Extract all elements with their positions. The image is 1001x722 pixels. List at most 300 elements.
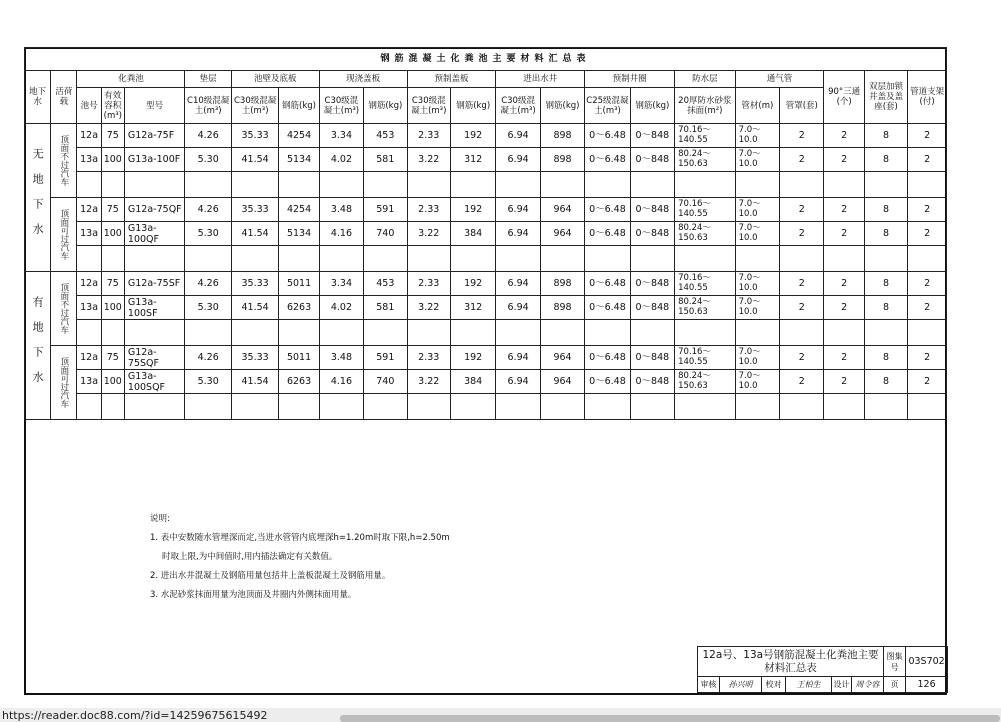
table-row <box>25 222 947 246</box>
table-cell <box>319 246 363 272</box>
atlas-label: 图集号 <box>884 647 906 677</box>
table-cell: 6.94 <box>496 272 540 296</box>
header-precast-steel: 钢筋(kg) <box>450 88 495 124</box>
table-cell <box>864 320 907 346</box>
table-cell: 8 <box>864 346 907 370</box>
table-cell: 6.94 <box>496 346 540 370</box>
table-cell: 2 <box>824 272 864 296</box>
load-label: 顶面不过汽车 <box>51 272 77 346</box>
table-cell: 2.33 <box>407 346 450 370</box>
table-cell: 7.0～10.0 <box>735 370 779 394</box>
table-cell: 192 <box>450 198 495 222</box>
table-cell: 12a <box>77 198 101 222</box>
header-walls-concrete: C30级混凝土(m³) <box>231 88 278 124</box>
table-cell: 964 <box>540 222 584 246</box>
table-cell: 3.22 <box>407 296 450 320</box>
table-cell: G13a-100SF <box>124 296 185 320</box>
table-cell <box>496 246 540 272</box>
header-cast-concrete: C30级混凝土(m³) <box>319 88 363 124</box>
table-cell: 2 <box>824 222 864 246</box>
table-cell <box>450 246 495 272</box>
table-cell: 5134 <box>279 148 319 172</box>
table-cell: 12a <box>77 272 101 296</box>
table-cell: 41.54 <box>231 222 278 246</box>
table-cell: G12a-75SQF <box>124 346 185 370</box>
table-cell <box>540 394 584 420</box>
table-cell <box>450 320 495 346</box>
table-cell: 591 <box>364 346 407 370</box>
table-cell: 35.33 <box>231 272 278 296</box>
table-cell: 964 <box>540 370 584 394</box>
table-cell <box>496 320 540 346</box>
table-cell: 2 <box>908 124 947 148</box>
table-cell: 2 <box>908 222 947 246</box>
table-cell: 5011 <box>279 272 319 296</box>
table-cell <box>675 246 736 272</box>
table-cell: 0～848 <box>630 370 674 394</box>
table-cell <box>540 172 584 198</box>
table-cell: 4254 <box>279 124 319 148</box>
header-waterproof: 防水层 <box>675 71 736 88</box>
table-cell <box>101 172 124 198</box>
table-cell: 2 <box>824 124 864 148</box>
table-cell: 8 <box>864 148 907 172</box>
table-cell: 7.0～10.0 <box>735 124 779 148</box>
table-cell: 192 <box>450 346 495 370</box>
table-cell <box>77 172 101 198</box>
table-row <box>25 346 947 370</box>
table-cell: 5.30 <box>185 370 231 394</box>
header-precast-concrete: C30级混凝土(m³) <box>407 88 450 124</box>
table-cell <box>735 320 779 346</box>
table-cell <box>101 246 124 272</box>
header-ring-concrete: C25级混凝土(m³) <box>585 88 630 124</box>
status-url: https://reader.doc88.com/?id=14259675615492 <box>2 709 268 722</box>
table-cell: 0～6.48 <box>585 148 630 172</box>
table-cell <box>101 394 124 420</box>
table-cell: G12a-75F <box>124 124 185 148</box>
table-cell: 13a <box>77 296 101 320</box>
header-cover: 双层加锁井盖及盖座(套) <box>864 71 907 124</box>
table-cell: 80.24～150.63 <box>675 370 736 394</box>
title-block <box>697 646 948 693</box>
table-cell: 581 <box>364 148 407 172</box>
header-septic-tank: 化粪池 <box>77 71 185 88</box>
header-waterproof-sub: 20厚防水砂浆抹面(m²) <box>675 88 736 124</box>
table-cell <box>908 320 947 346</box>
load-label: 顶面可过汽车 <box>51 346 77 420</box>
header-model: 型号 <box>124 88 185 124</box>
table-cell: 4.16 <box>319 222 363 246</box>
table-cell: 13a <box>77 148 101 172</box>
table-cell: 2.33 <box>407 198 450 222</box>
check-label: 校对 <box>762 677 786 693</box>
table-cell <box>124 246 185 272</box>
table-cell: 35.33 <box>231 198 278 222</box>
table-cell <box>364 246 407 272</box>
table-cell: 3.22 <box>407 222 450 246</box>
page-label: 页 <box>884 677 906 693</box>
table-cell: 2 <box>824 346 864 370</box>
table-cell <box>780 394 824 420</box>
table-cell: 6.94 <box>496 148 540 172</box>
table-cell: 75 <box>101 346 124 370</box>
table-cell <box>101 320 124 346</box>
groundwater-label: 无地下水 <box>25 124 51 272</box>
table-cell <box>450 172 495 198</box>
table-cell: 5.30 <box>185 148 231 172</box>
note-3: 3. 水泥砂浆抹面用量为池顶面及井圈内外侧抹面用量。 <box>150 590 357 600</box>
table-cell: 70.16～140.55 <box>675 272 736 296</box>
materials-summary-table <box>24 47 947 420</box>
table-cell <box>585 394 630 420</box>
table-cell: 6.94 <box>496 370 540 394</box>
header-inlet-concrete: C30级混凝土(m³) <box>496 88 540 124</box>
header-walls-steel: 钢筋(kg) <box>279 88 319 124</box>
table-cell: 100 <box>101 148 124 172</box>
table-cell: G13a-100SQF <box>124 370 185 394</box>
table-cell <box>124 172 185 198</box>
header-tank-no: 池号 <box>77 88 101 124</box>
table-cell: 0～848 <box>630 198 674 222</box>
table-cell: 2 <box>908 272 947 296</box>
table-cell: 4.02 <box>319 296 363 320</box>
table-cell <box>908 394 947 420</box>
page-number: 126 <box>906 677 948 693</box>
header-pipe: 管材(m) <box>735 88 779 124</box>
table-cell <box>864 394 907 420</box>
table-cell: 6.94 <box>496 222 540 246</box>
table-cell: G13a-100F <box>124 148 185 172</box>
table-cell <box>675 320 736 346</box>
table-cell: 8 <box>864 198 907 222</box>
table-cell: 0～6.48 <box>585 272 630 296</box>
table-cell <box>185 320 231 346</box>
table-cell: 0～848 <box>630 124 674 148</box>
header-cap: 管罩(套) <box>780 88 824 124</box>
table-cell <box>185 246 231 272</box>
table-cell <box>319 172 363 198</box>
table-cell: 0～848 <box>630 148 674 172</box>
table-cell: 0～6.48 <box>585 370 630 394</box>
table-cell: 0～6.48 <box>585 296 630 320</box>
table-cell: 2 <box>908 370 947 394</box>
table-cell: 3.34 <box>319 272 363 296</box>
table-cell: 7.0～10.0 <box>735 346 779 370</box>
table-cell <box>585 172 630 198</box>
table-cell: 3.34 <box>319 124 363 148</box>
table-cell: 8 <box>864 296 907 320</box>
table-cell: 80.24～150.63 <box>675 296 736 320</box>
table-cell: 2 <box>824 148 864 172</box>
table-cell: 2 <box>780 370 824 394</box>
table-row-blank <box>25 246 947 272</box>
table-cell: 591 <box>364 198 407 222</box>
table-cell: 70.16～140.55 <box>675 124 736 148</box>
table-cell <box>77 246 101 272</box>
table-cell: 100 <box>101 370 124 394</box>
table-cell <box>185 172 231 198</box>
table-cell <box>364 320 407 346</box>
table-cell: 8 <box>864 124 907 148</box>
table-cell: 312 <box>450 296 495 320</box>
table-cell: 4.26 <box>185 346 231 370</box>
table-cell: G13a-100QF <box>124 222 185 246</box>
table-cell: 6.94 <box>496 296 540 320</box>
table-cell: 0～6.48 <box>585 222 630 246</box>
table-cell: 12a <box>77 346 101 370</box>
table-cell: G12a-75SF <box>124 272 185 296</box>
table-cell <box>231 246 278 272</box>
table-cell <box>407 172 450 198</box>
table-cell: 964 <box>540 346 584 370</box>
table-cell: 2 <box>908 198 947 222</box>
table-cell: 80.24～150.63 <box>675 148 736 172</box>
note-1-cont: 时取上限,为中间值时,用内插法确定有关数值。 <box>162 552 338 562</box>
table-cell <box>735 246 779 272</box>
table-cell: 453 <box>364 272 407 296</box>
table-cell <box>364 172 407 198</box>
table-cell <box>279 172 319 198</box>
table-cell: 192 <box>450 124 495 148</box>
table-row <box>25 148 947 172</box>
table-cell: 6263 <box>279 296 319 320</box>
table-cell: 2 <box>780 346 824 370</box>
table-cell: 100 <box>101 296 124 320</box>
table-cell: 35.33 <box>231 346 278 370</box>
notes <box>150 510 450 605</box>
table-cell <box>824 320 864 346</box>
table-cell <box>540 246 584 272</box>
table-cell: 4254 <box>279 198 319 222</box>
atlas-number: 03S702 <box>906 647 948 677</box>
table-cell <box>780 320 824 346</box>
table-cell <box>77 320 101 346</box>
header-ring: 预制井圈 <box>585 71 675 88</box>
table-cell <box>864 246 907 272</box>
table-cell <box>675 172 736 198</box>
table-cell: 8 <box>864 222 907 246</box>
table-cell <box>364 394 407 420</box>
load-label: 顶面可过汽车 <box>51 198 77 272</box>
table-cell: 2 <box>780 148 824 172</box>
table-cell <box>824 394 864 420</box>
table-cell: 581 <box>364 296 407 320</box>
table-cell <box>124 394 185 420</box>
table-cell: 75 <box>101 272 124 296</box>
table-cell <box>630 246 674 272</box>
table-cell <box>231 320 278 346</box>
header-cast-cover: 现浇盖板 <box>319 71 407 88</box>
table-cell <box>407 246 450 272</box>
design-label: 设计 <box>832 677 852 693</box>
table-cell: 2 <box>908 346 947 370</box>
header-cushion-concrete: C10级混凝土(m³) <box>185 88 231 124</box>
table-cell: 70.16～140.55 <box>675 198 736 222</box>
table-cell: 898 <box>540 148 584 172</box>
table-cell: 2 <box>780 198 824 222</box>
header-inlet-well: 进出水井 <box>496 71 585 88</box>
table-cell: 6.94 <box>496 124 540 148</box>
table-cell: 2 <box>908 148 947 172</box>
table-cell: 4.02 <box>319 148 363 172</box>
table-cell <box>407 320 450 346</box>
table-cell: 41.54 <box>231 148 278 172</box>
drawing-title: 12a号、13a号钢筋混凝土化粪池主要材料汇总表 <box>698 647 884 677</box>
header-precast-cover: 预制盖板 <box>407 71 496 88</box>
table-cell <box>908 172 947 198</box>
table-cell <box>540 320 584 346</box>
groundwater-label: 有地下水 <box>25 272 51 420</box>
header-walls: 池壁及底板 <box>231 71 319 88</box>
notes-heading: 说明: <box>150 514 170 524</box>
table-cell: 7.0～10.0 <box>735 222 779 246</box>
table-cell: 2 <box>780 296 824 320</box>
header-ring-steel: 钢筋(kg) <box>630 88 674 124</box>
table-cell: 75 <box>101 124 124 148</box>
table-cell: 384 <box>450 370 495 394</box>
table-cell: G12a-75QF <box>124 198 185 222</box>
table-row-blank <box>25 172 947 198</box>
table-cell: 5.30 <box>185 296 231 320</box>
table-cell: 4.26 <box>185 124 231 148</box>
table-cell: 7.0～10.0 <box>735 148 779 172</box>
table-cell: 3.48 <box>319 346 363 370</box>
table-row <box>25 198 947 222</box>
table-cell: 0～6.48 <box>585 124 630 148</box>
load-label: 顶面不过汽车 <box>51 124 77 198</box>
table-cell: 41.54 <box>231 370 278 394</box>
table-cell: 3.22 <box>407 370 450 394</box>
table-cell: 2 <box>780 272 824 296</box>
table-cell: 2.33 <box>407 124 450 148</box>
table-cell: 75 <box>101 198 124 222</box>
table-cell: 13a <box>77 222 101 246</box>
table-cell <box>450 394 495 420</box>
table-cell: 7.0～10.0 <box>735 296 779 320</box>
table-row <box>25 272 947 296</box>
table-cell <box>77 394 101 420</box>
table-cell: 740 <box>364 370 407 394</box>
table-cell: 5134 <box>279 222 319 246</box>
header-vent: 通气管 <box>735 71 824 88</box>
table-cell: 3.22 <box>407 148 450 172</box>
header-cushion: 垫层 <box>185 71 231 88</box>
table-cell: 4.16 <box>319 370 363 394</box>
note-1: 1. 表中安数随水管埋深而定,当进水管管内底埋深h=1.20m时取下限,h=2.50m <box>150 533 450 543</box>
table-cell: 0～848 <box>630 272 674 296</box>
header-volume: 有效容积(m³) <box>101 88 124 124</box>
table-cell <box>735 172 779 198</box>
table-cell <box>231 172 278 198</box>
table-row-blank <box>25 320 947 346</box>
table-cell: 0～848 <box>630 346 674 370</box>
table-cell: 13a <box>77 370 101 394</box>
table-cell: 7.0～10.0 <box>735 198 779 222</box>
check-signature: 王柏生 <box>786 677 832 693</box>
table-cell: 2 <box>824 198 864 222</box>
note-2: 2. 进出水井混凝土及钢筋用量包括井上盖板混凝土及钢筋用量。 <box>150 571 391 581</box>
table-cell <box>185 394 231 420</box>
table-row-blank <box>25 394 947 420</box>
table-cell <box>630 394 674 420</box>
table-cell: 6263 <box>279 370 319 394</box>
table-title: 钢筋混凝土化粪池主要材料汇总表 <box>25 48 947 71</box>
table-cell: 453 <box>364 124 407 148</box>
table-cell <box>279 246 319 272</box>
table-cell: 898 <box>540 124 584 148</box>
table-cell <box>780 172 824 198</box>
table-cell: 384 <box>450 222 495 246</box>
table-cell: 41.54 <box>231 296 278 320</box>
table-cell <box>824 246 864 272</box>
header-groundwater: 地下水 <box>25 71 51 124</box>
table-cell: 5.30 <box>185 222 231 246</box>
table-cell <box>585 246 630 272</box>
table-cell: 35.33 <box>231 124 278 148</box>
table-cell <box>780 246 824 272</box>
table-cell: 70.16～140.55 <box>675 346 736 370</box>
table-cell <box>496 394 540 420</box>
table-cell: 2 <box>908 296 947 320</box>
table-cell <box>319 394 363 420</box>
header-bracket: 管道支架(付) <box>908 71 947 124</box>
review-label: 审核 <box>698 677 720 693</box>
table-cell: 0～6.48 <box>585 346 630 370</box>
table-cell <box>735 394 779 420</box>
table-cell: 2 <box>780 124 824 148</box>
table-cell: 740 <box>364 222 407 246</box>
table-cell: 7.0～10.0 <box>735 272 779 296</box>
table-cell <box>630 320 674 346</box>
table-cell <box>864 172 907 198</box>
table-cell <box>319 320 363 346</box>
table-cell: 0～848 <box>630 296 674 320</box>
table-cell: 80.24～150.63 <box>675 222 736 246</box>
table-cell <box>407 394 450 420</box>
header-load: 活荷载 <box>51 71 77 124</box>
table-cell: 312 <box>450 148 495 172</box>
table-cell: 2 <box>824 296 864 320</box>
table-cell: 12a <box>77 124 101 148</box>
table-cell <box>124 320 185 346</box>
table-cell <box>585 320 630 346</box>
table-cell: 898 <box>540 296 584 320</box>
review-signature: 孙兴明 <box>720 677 762 693</box>
table-cell <box>279 394 319 420</box>
design-signature: 周令容 <box>852 677 884 693</box>
header-inlet-steel: 钢筋(kg) <box>540 88 584 124</box>
horizontal-scrollbar[interactable] <box>340 715 1000 722</box>
table-cell: 8 <box>864 370 907 394</box>
table-cell <box>231 394 278 420</box>
table-cell <box>630 172 674 198</box>
table-row <box>25 370 947 394</box>
table-cell: 898 <box>540 272 584 296</box>
table-cell: 0～6.48 <box>585 198 630 222</box>
table-cell: 2 <box>824 370 864 394</box>
table-cell <box>675 394 736 420</box>
table-cell: 5011 <box>279 346 319 370</box>
table-cell: 964 <box>540 198 584 222</box>
table-cell: 4.26 <box>185 198 231 222</box>
header-tee: 90°三通(个) <box>824 71 864 124</box>
table-cell: 100 <box>101 222 124 246</box>
table-cell <box>908 246 947 272</box>
table-cell: 0～848 <box>630 222 674 246</box>
table-cell: 192 <box>450 272 495 296</box>
table-cell <box>496 172 540 198</box>
